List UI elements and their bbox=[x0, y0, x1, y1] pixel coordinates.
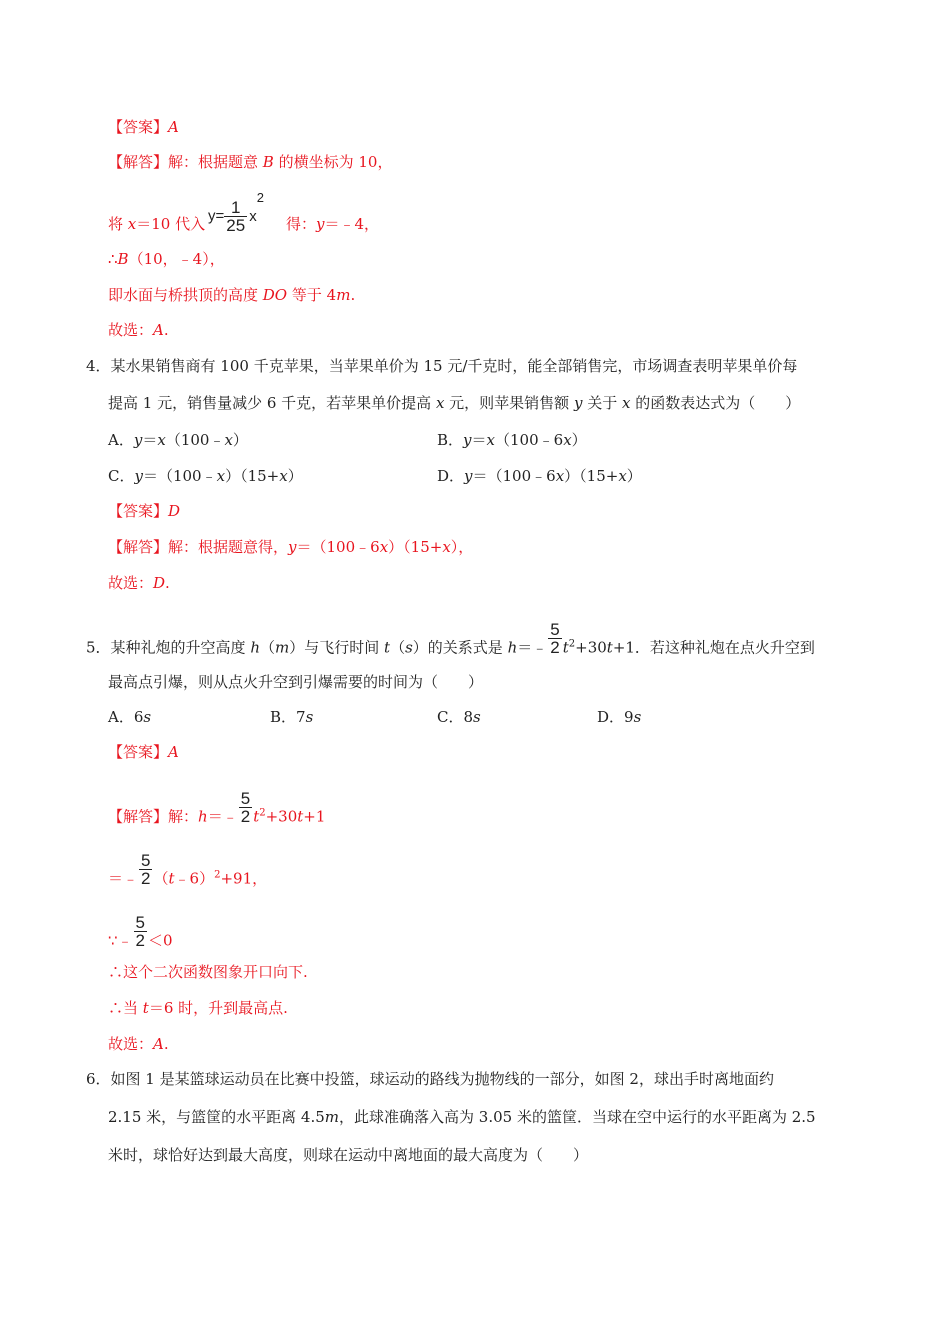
text: x bbox=[127, 215, 137, 233]
text: 故选： bbox=[108, 1035, 154, 1053]
text: B bbox=[117, 250, 129, 268]
fraction-denominator: 2 bbox=[141, 869, 151, 888]
q5-choose bbox=[108, 1034, 169, 1054]
text: . bbox=[163, 321, 169, 339]
fraction-numerator: 5 bbox=[141, 851, 151, 870]
text: 的函数表达式为（ ） bbox=[630, 394, 801, 412]
text: （ bbox=[153, 869, 169, 888]
q5-option-b bbox=[270, 707, 313, 727]
text: y bbox=[463, 431, 472, 449]
q3-analysis-line3 bbox=[108, 249, 225, 269]
text: x bbox=[224, 431, 233, 449]
q5-stem-line1 bbox=[86, 620, 815, 666]
text: t bbox=[142, 999, 149, 1017]
text: x bbox=[563, 431, 572, 449]
q5-step3 bbox=[108, 913, 173, 959]
text: ＝（100﹣6 bbox=[472, 467, 556, 485]
q3-formula bbox=[208, 190, 264, 234]
text: x bbox=[435, 394, 445, 412]
q3-analysis-line2-result bbox=[286, 214, 379, 234]
text: 关于 bbox=[582, 394, 622, 412]
text: x bbox=[379, 538, 389, 556]
q6-stem-line1 bbox=[86, 1069, 774, 1089]
fraction-denominator: 2 bbox=[135, 931, 146, 950]
text: t bbox=[253, 807, 260, 826]
text: （ bbox=[390, 638, 406, 657]
text: s bbox=[633, 708, 642, 726]
text: ，此球准确落入高为 3.05 米的篮筐．当球在空中运行的水平距离为 2.5 bbox=[339, 1108, 816, 1126]
text: B．7 bbox=[270, 708, 306, 726]
text: 即水面与桥拱顶的高度 bbox=[108, 286, 263, 304]
formula-fraction bbox=[224, 199, 247, 234]
q6-stem-line3 bbox=[108, 1145, 588, 1165]
text: 故选： bbox=[108, 321, 154, 339]
q4-option-d bbox=[437, 466, 642, 486]
text: . bbox=[165, 574, 170, 592]
text: ＝﹣ bbox=[207, 807, 238, 826]
text: 提高 1 元，销售量减少 6 千克，若苹果单价提高 bbox=[108, 394, 436, 412]
text: 解：根据题意得， bbox=[168, 538, 289, 556]
text: +30 bbox=[265, 807, 298, 826]
q3-analysis-line2 bbox=[108, 214, 205, 234]
text: 5．某种礼炮的升空高度 bbox=[86, 638, 251, 657]
text: 最高点引爆，则从点火升空到引爆需要的时间为（ ） bbox=[108, 673, 484, 691]
text: ＝ bbox=[471, 431, 487, 449]
q5-option-d bbox=[597, 707, 641, 727]
text: h bbox=[507, 638, 518, 657]
text: （10，﹣4）， bbox=[128, 250, 225, 268]
q5-step3-fraction bbox=[134, 914, 147, 949]
q3-analysis-line4 bbox=[108, 285, 355, 305]
text: 的横坐标为 10， bbox=[273, 153, 393, 171]
q3-answer bbox=[108, 117, 179, 137]
text: ＝ bbox=[142, 431, 158, 449]
text: t bbox=[606, 638, 613, 657]
q5-fraction bbox=[548, 621, 561, 656]
formula-exponent: 2 bbox=[256, 190, 264, 205]
text: s bbox=[405, 638, 413, 657]
text: t bbox=[384, 638, 391, 657]
text: s bbox=[143, 708, 152, 726]
text: （100﹣6 bbox=[495, 431, 564, 449]
text: ） bbox=[571, 431, 587, 449]
answer-value: A bbox=[168, 743, 179, 761]
text: 解： bbox=[168, 807, 199, 826]
text: ＝10 代入 bbox=[136, 215, 206, 233]
text: x bbox=[555, 467, 565, 485]
text: m bbox=[324, 1108, 340, 1126]
text: A bbox=[153, 1035, 164, 1053]
text: ） bbox=[626, 467, 642, 485]
text: ∴这个二次函数图象开口向下. bbox=[108, 963, 308, 981]
text: y bbox=[133, 431, 143, 449]
text: x bbox=[621, 394, 631, 412]
text: x bbox=[618, 467, 627, 485]
text: +91， bbox=[220, 869, 268, 888]
text: s bbox=[473, 708, 481, 726]
text: ）与飞行时间 bbox=[289, 638, 385, 657]
text: 等于 4 bbox=[287, 286, 337, 304]
text: ∴ bbox=[108, 250, 118, 268]
text: 4．某水果销售商有 100 千克苹果，当苹果单价为 15 元/千克时，能全部销售完，市场调查表明苹果单价每 bbox=[86, 357, 798, 375]
text: 2.15 米，与篮筐的水平距离 4.5 bbox=[108, 1108, 325, 1126]
q5-analysis bbox=[108, 789, 326, 835]
text: ） bbox=[287, 467, 303, 485]
text: ＝6 时，升到最高点. bbox=[148, 999, 288, 1017]
text: A bbox=[153, 321, 164, 339]
text: （100﹣ bbox=[165, 431, 225, 449]
text: ）的关系式是 bbox=[412, 638, 508, 657]
text: ＝﹣ bbox=[517, 638, 548, 657]
text: ＝（100﹣ bbox=[142, 467, 217, 485]
q3-choose bbox=[108, 320, 169, 340]
text: 将 bbox=[108, 215, 128, 233]
q5-step4 bbox=[108, 962, 308, 982]
text: ）（15+ bbox=[388, 538, 443, 556]
exponent: 2 bbox=[568, 638, 576, 650]
text: y bbox=[288, 538, 297, 556]
text: ＝﹣ bbox=[108, 869, 139, 888]
text: +30 bbox=[575, 638, 607, 657]
text: D． bbox=[437, 467, 465, 485]
text: y bbox=[573, 394, 583, 412]
q4-option-b bbox=[437, 430, 587, 450]
text: C．8 bbox=[437, 708, 474, 726]
q4-choose bbox=[108, 573, 170, 593]
exponent: 2 bbox=[259, 807, 266, 819]
q3-analysis-line1 bbox=[108, 152, 392, 172]
text: x bbox=[486, 431, 495, 449]
formula-prefix: y= bbox=[208, 207, 225, 225]
text: s bbox=[305, 708, 314, 726]
q4-stem-line1 bbox=[86, 356, 797, 376]
text: 米时，球恰好达到最大高度，则球在运动中离地面的最大高度为（ ） bbox=[108, 1146, 589, 1164]
formula-variable: x bbox=[249, 207, 257, 225]
text: 故选： bbox=[108, 574, 154, 592]
answer-tag: 【答案】 bbox=[108, 743, 169, 761]
text: C． bbox=[108, 467, 135, 485]
text: B bbox=[262, 153, 274, 171]
answer-value: A bbox=[168, 118, 179, 136]
text: D．9 bbox=[597, 708, 634, 726]
q5-option-a bbox=[108, 707, 151, 727]
text: x bbox=[157, 431, 166, 449]
text: t bbox=[297, 807, 304, 826]
fraction-numerator: 5 bbox=[550, 620, 560, 639]
text: ＝﹣4， bbox=[324, 215, 380, 233]
text: 6．如图 1 是某篮球运动员在比赛中投篮，球运动的路线为抛物线的一部分，如图 2，球出手时离地面约 bbox=[86, 1070, 774, 1088]
exponent: 2 bbox=[214, 869, 221, 881]
fraction-numerator: 5 bbox=[135, 913, 146, 932]
text: 解：根据题意 bbox=[168, 153, 263, 171]
text: A． bbox=[108, 431, 134, 449]
text: ）（15+ bbox=[225, 467, 280, 485]
text: ∴当 bbox=[108, 999, 143, 1017]
answer-value: D bbox=[168, 502, 181, 520]
text: ﹣6） bbox=[174, 869, 215, 888]
analysis-tag: 【解答】 bbox=[108, 153, 169, 171]
text: x bbox=[216, 467, 226, 485]
text: x bbox=[442, 538, 451, 556]
q4-analysis bbox=[108, 537, 473, 557]
text: ＜0 bbox=[148, 931, 173, 950]
formula-denominator: 25 bbox=[226, 215, 246, 235]
analysis-tag: 【解答】 bbox=[108, 807, 169, 826]
text: B． bbox=[437, 431, 464, 449]
text: 元，则苹果销售额 bbox=[444, 394, 574, 412]
text: ∵﹣ bbox=[108, 931, 133, 950]
answer-tag: 【答案】 bbox=[108, 502, 169, 520]
q5-analysis-fraction bbox=[239, 790, 252, 825]
q4-answer bbox=[108, 501, 180, 521]
answer-tag: 【答案】 bbox=[108, 118, 169, 136]
text: h bbox=[198, 807, 208, 826]
text: ＝（100﹣6 bbox=[296, 538, 380, 556]
text: t bbox=[168, 869, 175, 888]
text: 得： bbox=[286, 215, 317, 233]
text: x bbox=[279, 467, 288, 485]
text: ）， bbox=[450, 538, 474, 556]
text: ） bbox=[232, 431, 248, 449]
text: . bbox=[350, 286, 356, 304]
text: y bbox=[316, 215, 325, 233]
text: D bbox=[153, 574, 166, 592]
analysis-tag: 【解答】 bbox=[108, 538, 169, 556]
text: +1．若这种礼炮在点火升空到 bbox=[612, 638, 815, 657]
text: t bbox=[562, 638, 569, 657]
text: y bbox=[134, 467, 143, 485]
q5-step2-fraction bbox=[139, 852, 152, 887]
q4-option-c bbox=[108, 466, 303, 486]
formula-numerator: 1 bbox=[224, 199, 247, 217]
q5-step5 bbox=[108, 998, 288, 1018]
q6-stem-line2 bbox=[108, 1107, 816, 1127]
text: A．6 bbox=[108, 708, 144, 726]
q5-step2 bbox=[108, 851, 268, 897]
fraction-denominator: 2 bbox=[240, 807, 251, 826]
fraction-denominator: 2 bbox=[550, 638, 560, 657]
text: m bbox=[336, 286, 351, 304]
text: +1 bbox=[303, 807, 326, 826]
q5-option-c bbox=[437, 707, 481, 727]
text: DO bbox=[262, 286, 288, 304]
text: . bbox=[163, 1035, 169, 1053]
q5-stem-line2 bbox=[108, 672, 483, 692]
text: m bbox=[275, 638, 290, 657]
text: h bbox=[250, 638, 260, 657]
text: ）（15+ bbox=[564, 467, 619, 485]
fraction-numerator: 5 bbox=[240, 789, 251, 808]
text: y bbox=[464, 467, 473, 485]
text: （ bbox=[260, 638, 276, 657]
q4-stem-line2 bbox=[108, 393, 800, 413]
q4-option-a bbox=[108, 430, 248, 450]
q5-answer bbox=[108, 742, 179, 762]
